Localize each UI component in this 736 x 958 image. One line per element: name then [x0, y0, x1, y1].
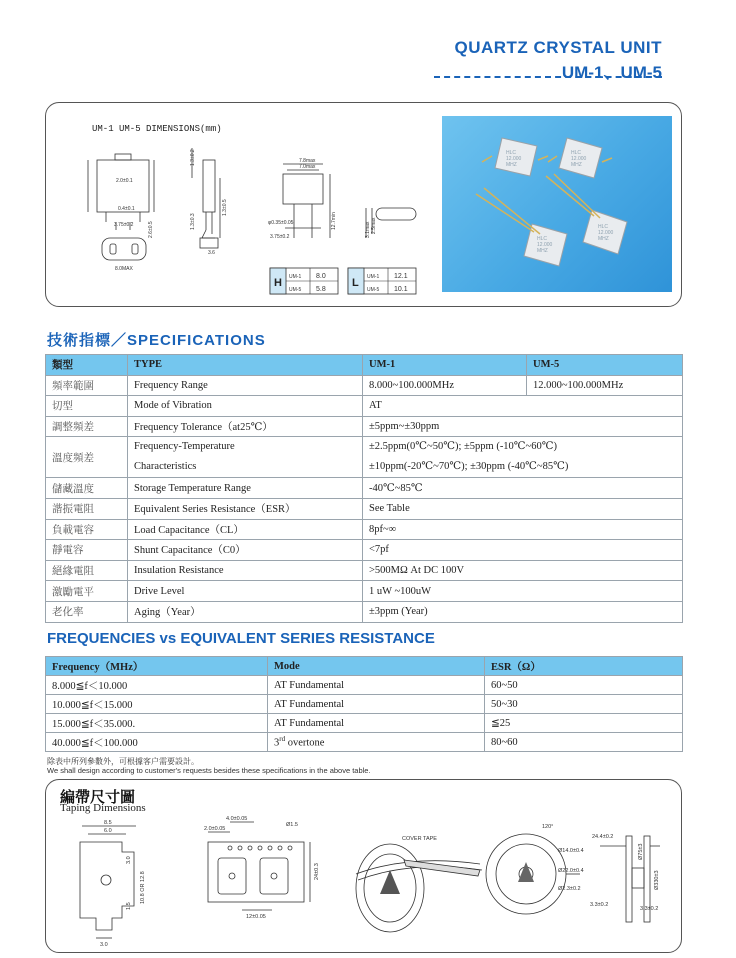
- h-symbol: H: [274, 277, 282, 289]
- table-row: [46, 581, 683, 602]
- row-value-um5: 12.000~100.000MHz: [527, 375, 683, 396]
- specifications-title: 技術指標／SPECIFICATIONS: [47, 332, 266, 349]
- taping-title: 編帶尺寸圖: [60, 789, 136, 806]
- tape-label-b5: 12±0.05: [246, 914, 266, 920]
- freq-mode: AT Fundamental: [268, 695, 485, 714]
- row-label-en: Insulation Resistance: [128, 560, 363, 581]
- table-row: [46, 676, 683, 695]
- mode-rest: overtone: [285, 737, 325, 749]
- product-title: QUARTZ CRYSTAL UNIT: [454, 38, 662, 57]
- row-label-cn: 頻率範圍: [46, 375, 128, 396]
- freq-range: 15.000≦f＜35.000.: [46, 714, 268, 733]
- table-row: [46, 601, 683, 622]
- row-label-cn: 調整頻差: [46, 416, 128, 437]
- tape-label-b1: 4.0±0.05: [226, 816, 248, 822]
- dim-label-m4: 3.75±0.2: [270, 234, 290, 240]
- tape-label-b2: 2.0±0.05: [204, 826, 226, 832]
- freq-range: 8.000≦f＜10.000: [46, 676, 268, 695]
- design-note-cn: 除表中所列參數外，可根據客户需要設計。: [47, 757, 199, 766]
- l-model-um5: UM-5: [367, 287, 380, 293]
- tape-label-a2: 6.0: [104, 828, 112, 834]
- row-label-cn: 溫度頻差: [46, 437, 128, 478]
- row-value: 8pf~∞: [363, 519, 683, 540]
- tape-label-e2: Ø75±3: [638, 843, 644, 860]
- row-value: -40℃~85℃: [363, 478, 683, 499]
- row-label-en: Load Capacitance（CL）: [128, 519, 363, 540]
- dim-label-m5: 12.7min: [331, 212, 337, 230]
- table-row: [46, 519, 683, 540]
- crystal-mark-2-line2: 12.000: [571, 156, 587, 162]
- dim-label-v3: 1.3±0.5: [222, 199, 228, 216]
- row-label-en: Drive Level: [128, 581, 363, 602]
- row-value: >500MΩ At DC 100V: [363, 560, 683, 581]
- freq-esr: 80~60: [485, 733, 683, 752]
- row-value-line1: ±2.5ppm(0℃~50℃); ±5ppm (-10℃~60℃): [369, 441, 557, 453]
- tape-label-e5: 3.3±0.2: [640, 906, 659, 912]
- tape-label-d2: Ø14.0±0.4: [558, 848, 584, 854]
- freq-esr: ≦25: [485, 714, 683, 733]
- frequencies-table: [45, 656, 683, 752]
- crystal-mark-3-line1: HLC: [537, 236, 548, 242]
- header-cell: Mode: [268, 657, 485, 676]
- dim-label-s1: 3.1max: [365, 221, 371, 238]
- mode-number: 3: [274, 737, 280, 749]
- dim-label-w1: 2.0±0.1: [116, 178, 133, 184]
- row-label-en: Shunt Capacitance（C0）: [128, 540, 363, 561]
- tape-label-e1: 24.4±0.2: [592, 834, 614, 840]
- row-value-um1: 8.000~100.000MHz: [363, 375, 527, 396]
- dim-label-w5: 8.0MAX: [115, 266, 133, 272]
- freq-esr: 50~30: [485, 695, 683, 714]
- dim-label-w3: 3.75±0.2: [114, 222, 134, 228]
- tape-label-d1: 120°: [542, 824, 554, 830]
- table-row: [46, 416, 683, 437]
- taping-subtitle: Taping Dimensions: [60, 802, 146, 814]
- l-value-um5: 10.1: [394, 286, 408, 293]
- row-label-cn: 絕緣電阻: [46, 560, 128, 581]
- frequencies-title: FREQUENCIES vs EQUIVALENT SERIES RESISTANCE: [47, 630, 435, 647]
- header-cell: UM-1: [363, 355, 527, 376]
- mode-ordinal: rd: [279, 735, 286, 744]
- row-value: <7pf: [363, 540, 683, 561]
- table-header-row: [46, 355, 683, 376]
- row-value: AT: [363, 396, 683, 417]
- crystal-mark-4-line1: HLC: [598, 224, 609, 230]
- l-value-um1: 12.1: [394, 273, 408, 280]
- row-label-en: Aging（Year）: [128, 601, 363, 622]
- header-cell: UM-5: [527, 355, 683, 376]
- design-note-en: We shall design according to customer's requests besides these specifications in the above table.: [47, 766, 371, 775]
- crystal-mark-1-line2: 12.000: [506, 156, 522, 162]
- dim-label-w4: 2.6±0.5: [148, 221, 154, 238]
- row-label-en: Mode of Vibration: [128, 396, 363, 417]
- crystal-mark-1-line3: MHZ: [506, 162, 517, 168]
- row-label-cn: 激勵電平: [46, 581, 128, 602]
- row-label-cn: 老化率: [46, 601, 128, 622]
- crystal-mark-2-line1: HLC: [571, 150, 582, 156]
- h-value-table: [270, 268, 338, 294]
- table-row: [46, 733, 683, 752]
- tape-label-d3: Ø22.0±0.4: [558, 868, 584, 874]
- dim-label-m2: 7.0max: [299, 164, 316, 170]
- table-row: [46, 396, 683, 417]
- l-symbol: L: [352, 277, 359, 289]
- h-value-um5: 5.8: [316, 286, 326, 293]
- product-photo: [442, 116, 672, 292]
- tape-label-a6: 3.0: [100, 942, 108, 948]
- header-cell: Frequency（MHz）: [46, 657, 268, 676]
- crystal-mark-4-line2: 12.000: [598, 230, 614, 236]
- crystal-mark-4-line3: MHZ: [598, 236, 609, 242]
- table-row: [46, 437, 683, 478]
- h-model-um1: UM-1: [289, 274, 302, 280]
- row-label-cn: 負載電容: [46, 519, 128, 540]
- product-models: UM-1、UM-5: [561, 63, 662, 82]
- row-value: [363, 437, 683, 478]
- table-row: [46, 498, 683, 519]
- row-label-cn: 諧振電阻: [46, 498, 128, 519]
- l-value-table: [348, 268, 416, 294]
- l-model-um1: UM-1: [367, 274, 380, 280]
- dim-label-s2: 2.5max: [371, 217, 377, 234]
- taping-drawings: [60, 814, 670, 950]
- tape-label-a3: 3.0: [126, 856, 132, 864]
- row-label-en: Frequency Range: [128, 375, 363, 396]
- table-row: [46, 560, 683, 581]
- tape-label-a5: 1.5: [126, 902, 132, 910]
- row-label-en: Frequency Tolerance（at25℃）: [128, 416, 363, 437]
- tape-label-d4: Ø2.3±0.2: [558, 886, 581, 892]
- table-row: [46, 714, 683, 733]
- crystal-mark-1-line1: HLC: [506, 150, 517, 156]
- dim-label-w2: 0.4±0.1: [118, 206, 135, 212]
- freq-esr: 60~50: [485, 676, 683, 695]
- table-row: [46, 375, 683, 396]
- row-label-en: [128, 437, 363, 478]
- tape-label-a4: 10.8 OR 12.8: [140, 871, 146, 904]
- h-model-um5: UM-5: [289, 287, 302, 293]
- row-value-line2: ±10ppm(-20℃~70℃); ±30ppm (-40℃~85℃): [369, 461, 569, 473]
- dim-label-v2: 1.3±0.3: [190, 213, 196, 230]
- crystal-mark-2-line3: MHZ: [571, 162, 582, 168]
- dim-label-m3: φ0.35±0.05: [268, 220, 294, 226]
- h-value-um1: 8.0: [316, 273, 326, 280]
- table-row: [46, 695, 683, 714]
- freq-range: 40.000≦f＜100.000: [46, 733, 268, 752]
- tape-label-e3: Ø330±3: [654, 870, 660, 890]
- specifications-table: [45, 354, 683, 623]
- table-row: [46, 540, 683, 561]
- dimension-drawings: [80, 138, 440, 298]
- header-cell: TYPE: [128, 355, 363, 376]
- freq-mode: AT Fundamental: [268, 714, 485, 733]
- tape-label-b4: 24±0.3: [314, 863, 320, 880]
- freq-mode: [268, 733, 485, 752]
- row-label-en-line1: Frequency-Temperature: [134, 441, 235, 453]
- row-value: See Table: [363, 498, 683, 519]
- row-value: ±3ppm (Year): [363, 601, 683, 622]
- row-label-en-line2: Characteristics: [134, 461, 197, 473]
- tape-label-e4: 3.3±0.2: [590, 902, 609, 908]
- freq-mode: AT Fundamental: [268, 676, 485, 695]
- row-value: ±5ppm~±30ppm: [363, 416, 683, 437]
- tape-label-c1: COVER TAPE: [402, 836, 437, 842]
- row-label-en: Storage Temperature Range: [128, 478, 363, 499]
- table-row: [46, 478, 683, 499]
- table-header-row: [46, 657, 683, 676]
- row-label-en: Equivalent Series Resistance（ESR）: [128, 498, 363, 519]
- crystal-mark-3-line2: 12.000: [537, 242, 553, 248]
- header-cell: ESR（Ω）: [485, 657, 683, 676]
- header-cell: 類型: [46, 355, 128, 376]
- row-label-cn: 儲藏溫度: [46, 478, 128, 499]
- dim-label-m1: 7.8max: [299, 158, 316, 164]
- row-label-cn: 切型: [46, 396, 128, 417]
- crystal-mark-3-line3: MHZ: [537, 248, 548, 254]
- row-label-cn: 靜電容: [46, 540, 128, 561]
- header-underline: [434, 76, 662, 78]
- dim-label-v4: 3.6: [208, 250, 215, 256]
- freq-range: 10.000≦f＜15.000: [46, 695, 268, 714]
- dimensions-title: UM-1 UM-5 DIMENSIONS(mm): [92, 124, 222, 134]
- row-value: 1 uW ~100uW: [363, 581, 683, 602]
- tape-label-b3: Ø1.5: [286, 822, 298, 828]
- dim-label-v1: 1.3±0.2: [190, 149, 196, 166]
- tape-label-a1: 8.5: [104, 820, 112, 826]
